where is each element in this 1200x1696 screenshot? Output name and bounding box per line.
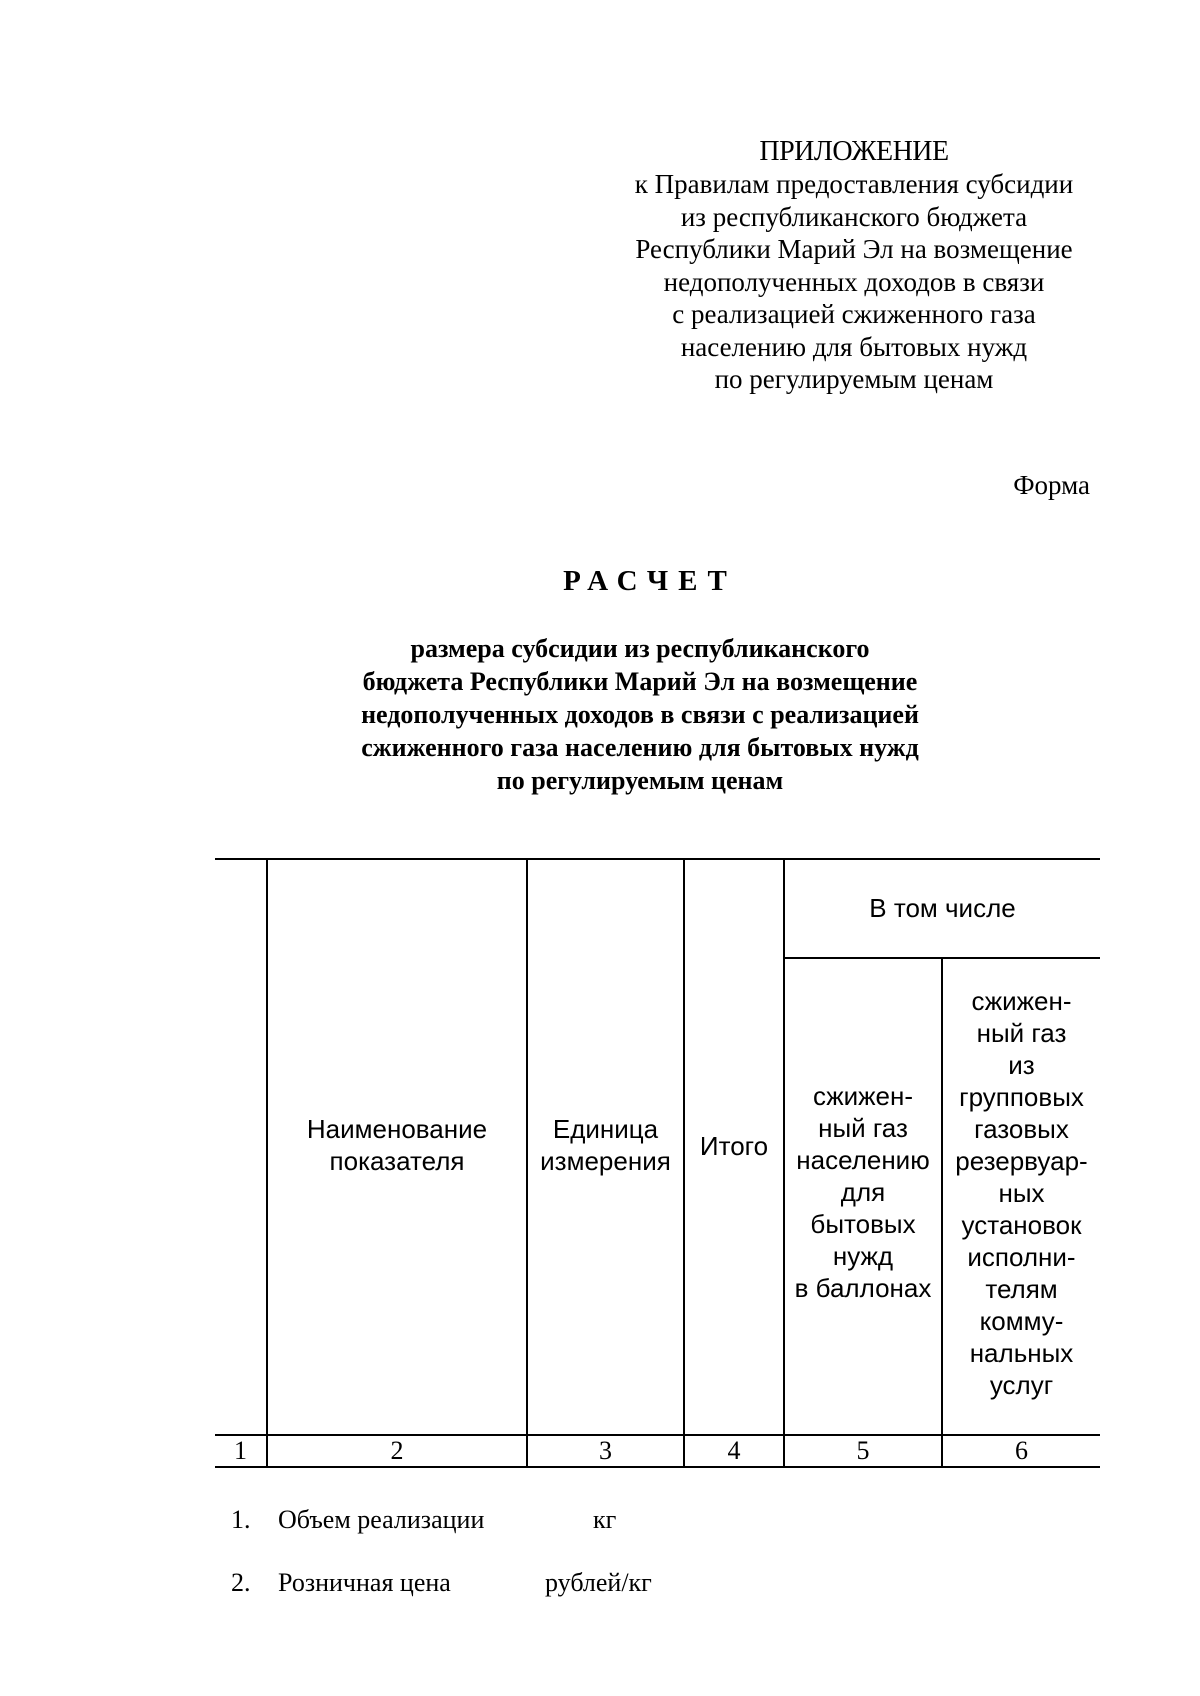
column-number: 2: [390, 1436, 404, 1465]
header-text: Единица: [552, 1114, 659, 1144]
header-text: В том числе: [869, 893, 1016, 923]
row-unit: рублей/кг: [545, 1568, 652, 1597]
header-text: резервуар-: [955, 1146, 1088, 1176]
appendix-line: из республиканского бюджета: [680, 201, 1028, 232]
appendix-line: Республики Марий Эл на возмещение: [635, 234, 1073, 264]
header-text: нальных: [969, 1338, 1074, 1368]
column-number: 6: [1015, 1436, 1028, 1465]
header-text: Итого: [699, 1131, 769, 1161]
header-text: ных: [998, 1178, 1045, 1208]
header-text: комму-: [979, 1306, 1064, 1336]
document-subtitle: [310, 632, 970, 797]
appendix-line: с реализацией сжиженного газа: [672, 299, 1036, 329]
header-text: показателя: [329, 1146, 465, 1176]
header-text: населению: [796, 1145, 930, 1175]
header-text: услуг: [989, 1370, 1054, 1400]
appendix-line: по регулируемым ценам: [714, 364, 994, 394]
column-divider: [683, 858, 685, 1468]
row-number: 1.: [231, 1505, 251, 1534]
subtitle-line: сжиженного газа населению для бытовых нужд: [361, 733, 919, 762]
appendix-block: [590, 136, 1118, 396]
appendix-title: ПРИЛОЖЕНИЕ: [759, 136, 949, 167]
table-top-rule: [215, 858, 1100, 860]
header-text: из: [1008, 1050, 1035, 1080]
header-text: ный газ: [976, 1018, 1067, 1048]
header-text: сжижен-: [812, 1081, 914, 1111]
table-bottom-rule: [215, 1466, 1100, 1468]
header-total: [685, 1130, 783, 1162]
header-gas-reservoirs: [943, 985, 1100, 1401]
header-indicator-name: [268, 1113, 526, 1177]
header-text: газовых: [974, 1114, 1069, 1144]
header-text: в баллонах: [794, 1273, 932, 1303]
column-number: 5: [856, 1436, 870, 1465]
document-title: РАСЧЕТ: [563, 565, 737, 597]
column-number: 4: [727, 1436, 741, 1465]
appendix-line: населению для бытовых нужд: [680, 331, 1028, 362]
subtitle-line: бюджета Республики Марий Эл на возмещение: [362, 667, 918, 696]
header-text: нужд: [832, 1241, 894, 1271]
header-text: бытовых: [810, 1209, 916, 1239]
header-text: Наименование: [306, 1114, 488, 1144]
header-text: ный газ: [818, 1113, 908, 1143]
column-number: 1: [234, 1436, 247, 1465]
header-group-including: [785, 892, 1100, 924]
row-unit: кг: [593, 1505, 617, 1534]
column-number: 3: [599, 1436, 612, 1465]
header-text: исполни-: [967, 1242, 1076, 1272]
header-text: телям: [985, 1274, 1058, 1304]
form-label: Форма: [1013, 470, 1090, 500]
row-indicator-name: Розничная цена: [278, 1568, 451, 1597]
header-text: для: [840, 1177, 886, 1207]
header-text: групповых: [959, 1082, 1084, 1112]
header-text: измерения: [540, 1146, 671, 1176]
subtitle-line: размера субсидии из республиканского: [410, 634, 870, 663]
appendix-line: к Правилам предоставления субсидии: [634, 169, 1074, 199]
subtitle-line: по регулируемым ценам: [496, 766, 784, 795]
row-indicator-name: Объем реализации: [278, 1505, 485, 1534]
header-unit: [528, 1113, 683, 1177]
header-text: сжижен-: [971, 986, 1072, 1016]
header-text: установок: [961, 1210, 1082, 1240]
appendix-line: недополученных доходов в связи: [663, 266, 1045, 297]
subtitle-line: недополученных доходов в связи с реализацией: [361, 700, 919, 729]
header-gas-cylinders: [785, 1080, 941, 1304]
row-number: 2.: [231, 1568, 251, 1597]
